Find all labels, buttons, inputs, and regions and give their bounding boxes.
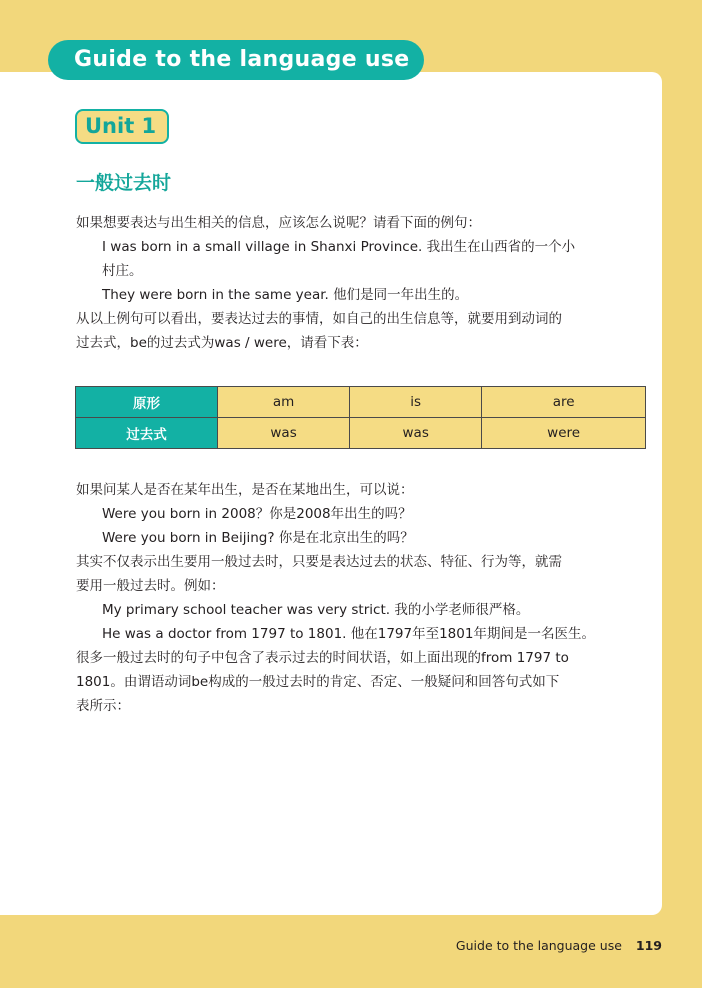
table-cell: was (218, 418, 350, 449)
footer-label: Guide to the language use (455, 938, 622, 953)
table-cell: am (218, 387, 350, 418)
page-footer (456, 938, 662, 953)
explanation-text: 从以上例句可以看出，要表达过去的事情，如自己的出生信息等，就要用到动词的 (76, 311, 562, 327)
example-sentence-continued: 村庄。 (102, 263, 143, 279)
table-row (76, 387, 646, 418)
table-cell: was (350, 418, 482, 449)
explanation-text: 要用一般过去时。例如： (76, 578, 225, 594)
table-row (76, 418, 646, 449)
row-header: 过去式 (76, 418, 218, 449)
second-text-block (76, 478, 636, 718)
explanation-text: 过去式，be的过去式为was / were，请看下表： (76, 335, 368, 351)
intro-question: 如果想要表达与出生相关的信息，应该怎么说呢？请看下面的例句： (76, 215, 481, 231)
example-sentence: Were you born in Beijing? 你是在北京出生的吗？ (102, 530, 414, 546)
page-number: 119 (635, 938, 662, 953)
example-sentence: He was a doctor from 1797 to 1801. 他在1797年至1801年期间是一名医生。 (102, 626, 595, 642)
example-sentence: Were you born in 2008？你是2008年出生的吗？ (102, 506, 412, 522)
example-sentence: I was born in a small village in Shanxi Province. 我出生在山西省的一个小 (102, 239, 576, 255)
example-sentence: They were born in the same year. 他们是同一年出生的。 (102, 287, 469, 303)
row-header: 原形 (76, 387, 218, 418)
section-title: 一般过去时 (76, 172, 172, 194)
be-forms-table (75, 386, 646, 449)
header-banner: Guide to the language use (48, 40, 424, 80)
unit-badge: Unit 1 (75, 109, 169, 144)
closing-text: 表所示： (76, 698, 130, 714)
table-cell: were (482, 418, 646, 449)
closing-text: 1801。由谓语动词be构成的一般过去时的肯定、否定、一般疑问和回答句式如下 (76, 674, 560, 690)
explanation-text: 其实不仅表示出生要用一般过去时，只要是表达过去的状态、特征、行为等，就需 (76, 554, 562, 570)
intro-text-block (76, 211, 636, 355)
table-cell: is (350, 387, 482, 418)
closing-text: 很多一般过去时的句子中包含了表示过去的时间状语，如上面出现的from 1797 to (76, 650, 569, 666)
table-cell: are (482, 387, 646, 418)
example-sentence: My primary school teacher was very strict. 我的小学老师很严格。 (102, 602, 530, 618)
question-text: 如果问某人是否在某年出生，是否在某地出生，可以说： (76, 482, 414, 498)
